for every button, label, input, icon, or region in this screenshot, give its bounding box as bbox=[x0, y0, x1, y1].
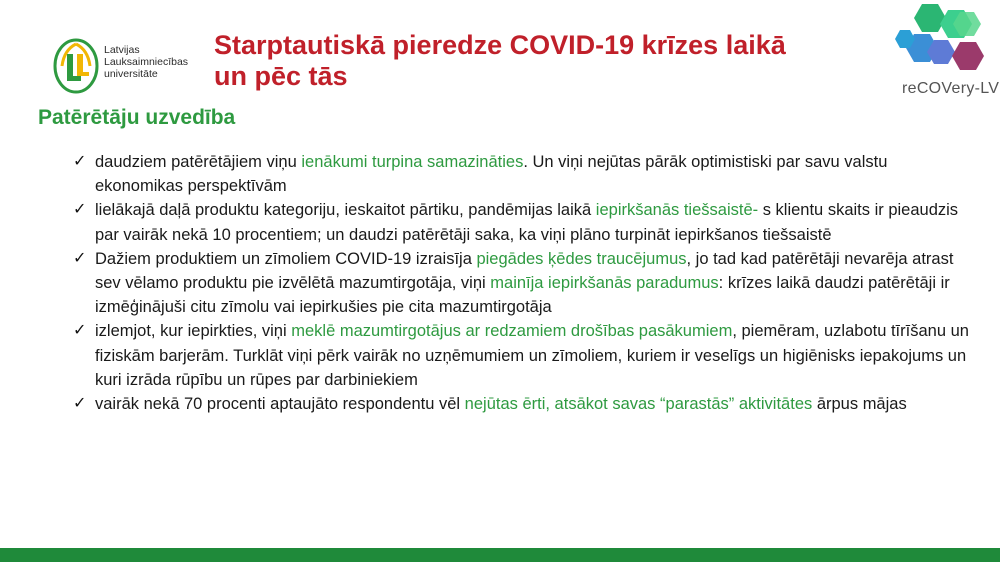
highlighted-text: meklē mazumtirgotājus ar redzamiem drošības pasākumiem bbox=[291, 322, 733, 341]
bullet-text: Dažiem produktiem un zīmoliem COVID-19 izraisīja bbox=[95, 249, 477, 268]
llu-org-line1: Latvijas bbox=[104, 44, 140, 56]
footer-bar bbox=[0, 548, 1000, 562]
hexagon-cluster-icon bbox=[890, 0, 1000, 80]
highlighted-text: piegādes ķēdes traucējumus bbox=[476, 249, 687, 268]
bullet-text: . Un viņi nejūtas pārāk optimistiski par savu valstu ekonomikas perspektīvām bbox=[95, 153, 888, 196]
llu-logo bbox=[52, 38, 202, 98]
llu-org-name bbox=[104, 44, 188, 80]
bullet-item bbox=[73, 150, 973, 198]
llu-org-line2: Lauksaimniecības bbox=[104, 56, 189, 68]
bullet-text: : krīzes laikā daudzi patērētāji ir izmēģinājuši citu zīmolu vai iepirkušies pie cita mazumtirgotāja bbox=[95, 274, 950, 317]
bullet-item bbox=[73, 319, 973, 392]
bullet-list bbox=[73, 150, 973, 416]
slide-title-line1: Starptautiskā pieredze COVID-19 krīzes laikā bbox=[214, 30, 786, 60]
section-subtitle: Patērētāju uzvedība bbox=[38, 106, 236, 129]
bullet-text: lielākajā daļā produktu kategoriju, ieskaitot pārtiku, pandēmijas laikā bbox=[95, 201, 596, 220]
highlighted-text: mainīja iepirkšanās paradumus bbox=[490, 274, 719, 293]
checkmark-icon: ✓ bbox=[73, 395, 87, 413]
checkmark-icon: ✓ bbox=[73, 153, 87, 170]
bullet-item bbox=[73, 392, 973, 416]
bullet-text: , piemēram, uzlabotu tīrīšanu un fiziskām barjerām. Turklāt viņi pērk vairāk no uzņēmumiem un zīmoliem, kuriem ir veselīgs un higiēnisks iepakojums un kuri izrāda rūpību un rūpes par darbiniekiem bbox=[95, 322, 969, 389]
highlighted-text: nejūtas ērti, atsākot savas “parastās” aktivitātes bbox=[464, 395, 813, 414]
bullet-text: ārpus mājas bbox=[812, 395, 907, 414]
bullet-item bbox=[73, 247, 973, 320]
bullet-text: , jo tad kad patērētāji nevarēja atrast sev vēlamo produktu pie izvēlētā mazumtirgotāja, viņi bbox=[95, 249, 954, 293]
checkmark-icon: ✓ bbox=[73, 249, 87, 267]
slide-title bbox=[214, 30, 874, 92]
llu-emblem-icon bbox=[52, 38, 100, 94]
recovery-logo-text: reCOVery-LV bbox=[902, 80, 1000, 97]
bullet-text: vairāk nekā 70 procenti aptaujāto respondentu vēl bbox=[95, 395, 465, 414]
checkmark-icon: ✓ bbox=[73, 322, 87, 340]
highlighted-text: ienākumi turpina samazināties bbox=[301, 153, 524, 171]
bullet-text: s klientu skaits ir pieaudzis par vairāk nekā 10 procentiem; un daudzi patērētāji saka, ka viņi plāno turpināt iepirkšanos tiešsaistē bbox=[95, 201, 959, 244]
bullet-text: izlemjot, kur iepirkties, viņi bbox=[95, 322, 292, 341]
llu-org-line3: universitāte bbox=[104, 68, 158, 80]
slide-title-line2: un pēc tās bbox=[214, 61, 348, 91]
bullet-text: daudziem patērētājiem viņu bbox=[95, 153, 302, 171]
bullet-item bbox=[73, 198, 973, 246]
highlighted-text: iepirkšanās tiešsaistē- bbox=[595, 201, 759, 220]
checkmark-icon: ✓ bbox=[73, 201, 87, 219]
